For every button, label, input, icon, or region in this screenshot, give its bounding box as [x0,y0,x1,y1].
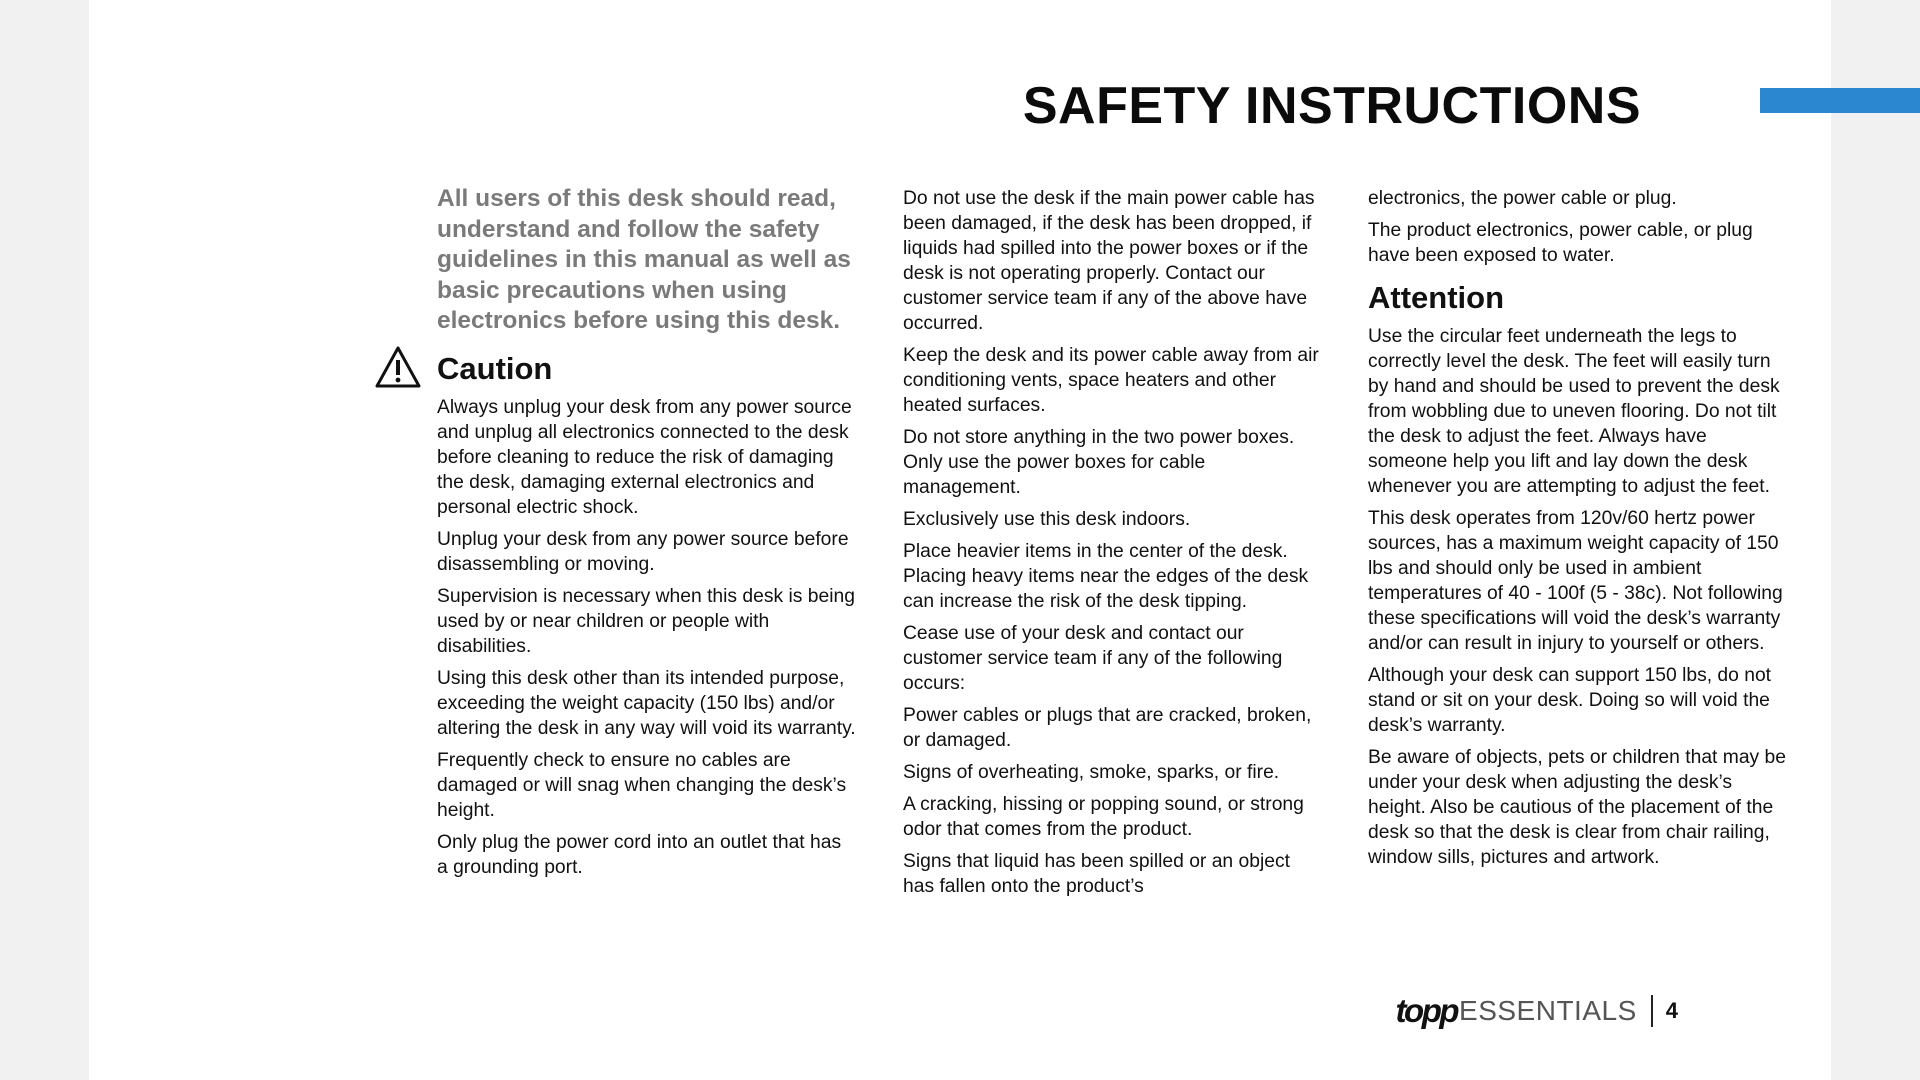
paragraph: Although your desk can support 150 lbs, do not stand or sit on your desk. Doing so will void the desk’s warranty. [1368,665,1772,736]
paragraph: Cease use of your desk and contact our customer service team if any of the following occurs: [903,623,1283,694]
brand-logo-essentials: ESSENTIALS [1459,995,1637,1026]
caution-section [437,349,857,389]
column-3 [1368,186,1788,877]
warning-triangle-icon [374,345,422,389]
page-number: 4 [1665,998,1678,1023]
paragraph: Power cables or plugs that are cracked, broken, or damaged. [903,705,1312,751]
paragraph: Supervision is necessary when this desk is being used by or near children or people with disabilities. [437,585,855,657]
paragraph: Do not store anything in the two power boxes. Only use the power boxes for cable management. [903,427,1295,498]
brand-logo-topp: topp [1395,992,1458,1029]
column-1 [437,184,857,887]
paragraph: Exclusively use this desk indoors. [903,509,1191,530]
column-2 [903,186,1323,906]
paragraph: A cracking, hissing or popping sound, or strong odor that comes from the product. [903,794,1304,840]
paragraph: Always unplug your desk from any power source and unplug all electronics connected to the desk before cleaning to reduce the risk of damaging the desk, damaging external electronics and personal electric shock. [437,396,852,518]
paragraph: Only plug the power cord into an outlet that has a grounding port. [437,831,842,878]
paragraph: Using this desk other than its intended purpose, exceeding the weight capacity (150 lbs) and/or altering the desk in any way will void its warranty. [437,667,856,739]
paragraph: This desk operates from 120v/60 hertz power sources, has a maximum weight capacity of 150 lbs and should only be used in ambient temperatures of 40 - 100f (5 - 38c). Not following these specifications will void the desk’s warranty and/or can result in injury to yourself or others. [1368,508,1783,654]
footer-divider [1651,995,1653,1027]
paragraph: Keep the desk and its power cable away from air conditioning vents, space heaters and other heated surfaces. [903,345,1319,416]
paragraph: Signs that liquid has been spilled or an object has fallen onto the product’s [903,851,1290,897]
paragraph: electronics, the power cable or plug. [1368,188,1677,209]
paragraph: Place heavier items in the center of the desk. Placing heavy items near the edges of the desk can increase the risk of the desk tipping. [903,541,1309,612]
page-title: SAFETY INSTRUCTIONS [1022,77,1641,135]
attention-heading: Attention [1368,280,1505,315]
paragraph: Use the circular feet underneath the legs to correctly level the desk. The feet will easily turn by hand and should be used to prevent the desk from wobbling due to uneven flooring. Do not tilt the desk to adjust the feet. Always have someone help you lift and lay down the desk whenever you are attempting to adjust the feet. [1368,326,1780,497]
paragraph: Unplug your desk from any power source before disassembling or moving. [437,528,849,575]
paragraph: The product electronics, power cable, or plug have been exposed to water. [1368,220,1753,266]
intro-text: All users of this desk should read, understand and follow the safety guidelines in this manual as well as basic precautions when using electronics before using this desk. [437,185,851,335]
caution-heading: Caution [437,350,553,386]
paragraph: Signs of overheating, smoke, sparks, or fire. [903,762,1280,783]
footer [1396,990,1678,1032]
paragraph: Frequently check to ensure no cables are damaged or will snag when changing the desk’s height. [437,749,847,821]
title-accent-bar [1760,88,1920,113]
paragraph: Be aware of objects, pets or children that may be under your desk when adjusting the desk’s height. Also be cautious of the placement of the desk so that the desk is clear from chair railing, window sills, pictures and artwork. [1368,747,1786,868]
paragraph: Do not use the desk if the main power cable has been damaged, if the desk has been dropped, if liquids had spilled into the power boxes or if the desk is not operating properly. Contact our customer service team if any of the above have occurred. [903,188,1315,334]
manual-page [89,0,1831,1080]
